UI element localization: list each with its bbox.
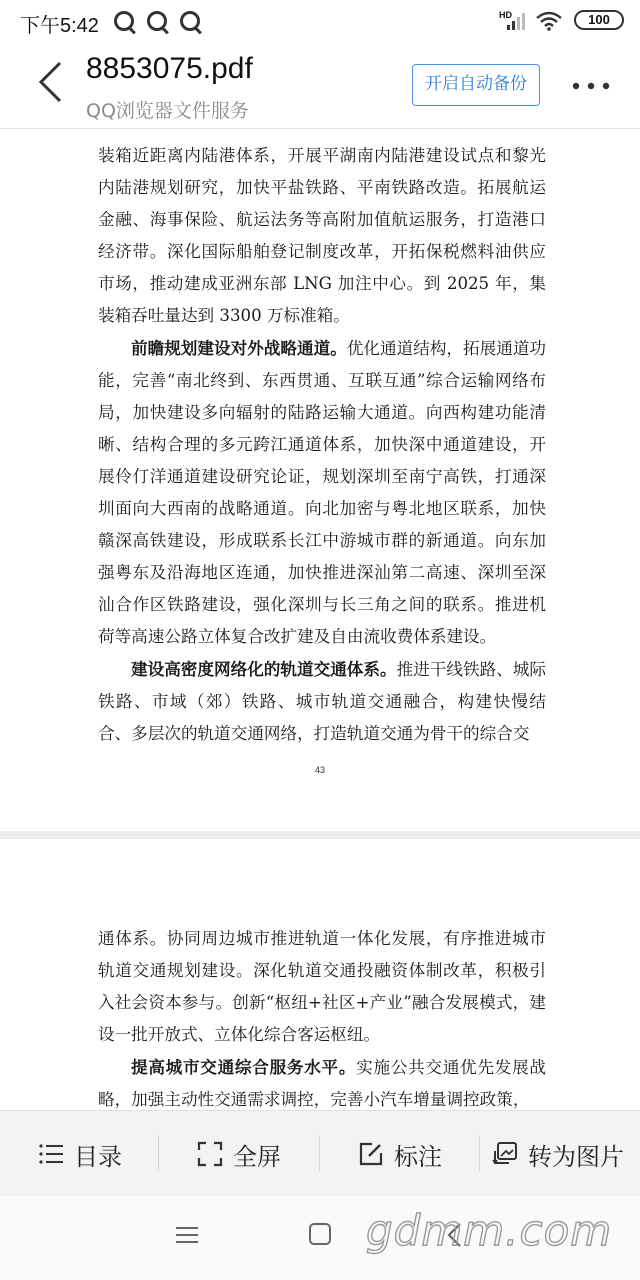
header-bar bbox=[0, 44, 640, 129]
page-number: 43 bbox=[314, 765, 325, 775]
signal-icon bbox=[506, 12, 528, 30]
document-subtitle: QQ浏览器文件服务 bbox=[86, 100, 249, 122]
convert-to-image-label: 转为图片 bbox=[528, 1142, 624, 1171]
pdf-page-44 bbox=[0, 839, 640, 1109]
paragraph-text: 优化通道结构，拓展通道功能，完善“南北终到、东西贯通、互联互通”综合运输网络布局，加快建设多向辐射的陆路运输大通道。向西构建功能清晰、结构合理的多元跨江通道体系，加快深中通道建设，开展伶仃洋通道建设研究论证，规划深圳至南宁高铁，打通深圳面向大西南的战略通道。向北加密与粤北地区联系，加快赣深高铁建设，形成联系长江中游城市群的新通道。向东加强粤东及沿海地区连通，加快推进深汕第二高速、深圳至深汕合作区铁路建设，强化深圳与长三角之间的联系。推进机荷等高速公路立体复合改扩建及自由流收费体系建设。 bbox=[98, 339, 547, 646]
toc-label: 目录 bbox=[74, 1142, 122, 1171]
paragraph-heading: 建设高密度网络化的轨道交通体系。 bbox=[131, 659, 397, 679]
page-text bbox=[98, 140, 546, 750]
battery-icon: 100 bbox=[574, 10, 624, 30]
toolbar-separator bbox=[158, 1135, 159, 1171]
fullscreen-label: 全屏 bbox=[233, 1142, 281, 1171]
annotate-button[interactable] bbox=[358, 1111, 442, 1197]
page-divider bbox=[0, 831, 640, 839]
system-nav-bar bbox=[0, 1196, 640, 1280]
toolbar-separator bbox=[319, 1135, 320, 1171]
paragraph-heading: 前瞻规划建设对外战略通道。 bbox=[131, 338, 347, 358]
paragraph bbox=[98, 653, 546, 750]
home-icon[interactable] bbox=[309, 1223, 331, 1245]
toc-button[interactable] bbox=[38, 1111, 122, 1197]
watermark: gdmm.com bbox=[366, 1206, 613, 1255]
recent-apps-icon[interactable] bbox=[176, 1226, 198, 1244]
annotate-label: 标注 bbox=[394, 1142, 442, 1171]
status-time: 下午5:42 bbox=[20, 15, 99, 37]
paragraph-heading: 提高城市交通综合服务水平。 bbox=[131, 1057, 357, 1077]
paragraph bbox=[98, 1051, 546, 1109]
toolbar-separator bbox=[479, 1135, 480, 1171]
paragraph-text: 装箱近距离内陆港体系，开展平湖南内陆港建设试点和黎光内陆港规划研究，加快平盐铁路、平南铁路改造。拓展航运金融、海事保险、航运法务等高附加值航运服务，打造港口经济带。深化国际船舶登记制度改革，开拓保税燃料油供应市场，推动建成亚洲东部 LNG 加注中心。到 2025 年，集装箱吞吐量达到 3300 万标准箱。 bbox=[98, 146, 546, 325]
status-bar bbox=[0, 0, 640, 44]
list-icon bbox=[38, 1141, 64, 1167]
paragraph-text: 推进干线铁路、城际铁路、市域（郊）铁路、城市轨道交通融合，构建快慢结合、多层次的轨道交通网络，打造轨道交通为骨干的综合交 bbox=[98, 660, 547, 743]
more-options-icon[interactable] bbox=[572, 82, 610, 90]
page-text bbox=[98, 923, 546, 1109]
paragraph-text: 通体系。协同周边城市推进轨道一体化发展，有序推进城市轨道交通规划建设。深化轨道交通投融资体制改革，积极引入社会资本参与。创新“枢纽+社区+产业”融合发展模式，建设一批开放式、立体化综合客运枢纽。 bbox=[98, 929, 546, 1044]
document-title: 8853075.pdf bbox=[86, 52, 253, 85]
paragraph bbox=[98, 332, 546, 653]
edit-note-icon bbox=[358, 1141, 384, 1167]
bottom-toolbar bbox=[0, 1110, 640, 1197]
wifi-icon bbox=[536, 11, 562, 31]
convert-to-image-button[interactable] bbox=[492, 1111, 624, 1197]
image-convert-icon bbox=[492, 1141, 518, 1167]
auto-backup-button[interactable]: 开启自动备份 bbox=[412, 64, 540, 106]
qq-notification-icon bbox=[180, 11, 200, 31]
hd-label: HD bbox=[499, 10, 512, 20]
back-arrow-icon[interactable] bbox=[34, 60, 66, 104]
paragraph-text: 实施公共交通优先发展战略，加强主动性交通需求调控，完善小汽车增量调控政策， bbox=[98, 1058, 547, 1109]
fullscreen-button[interactable] bbox=[197, 1111, 281, 1197]
fullscreen-icon bbox=[197, 1141, 223, 1167]
qq-notification-icon bbox=[114, 11, 134, 31]
qq-notification-icon bbox=[147, 11, 167, 31]
pdf-page-43 bbox=[0, 129, 640, 831]
